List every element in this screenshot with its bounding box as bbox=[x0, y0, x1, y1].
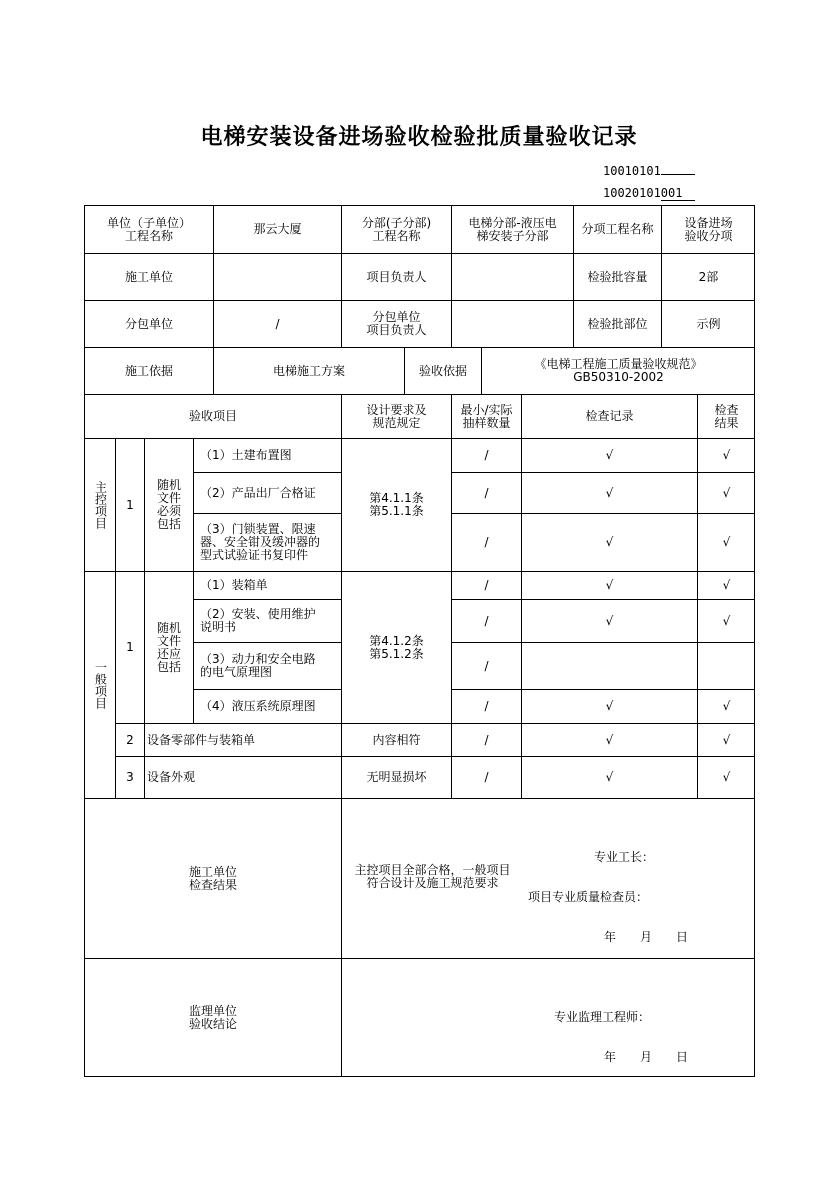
general-row-3-sample: / bbox=[451, 756, 521, 798]
general-no-1: 1 bbox=[115, 571, 144, 723]
contractor-value bbox=[213, 253, 341, 300]
general-row-3-result: √ bbox=[697, 756, 755, 798]
main-control-design: 第4.1.1条 第5.1.1条 bbox=[341, 438, 451, 571]
inspector-signature-label: 项目专业质量检查员： bbox=[528, 890, 649, 904]
general-item-2-name: （2）安装、使用维护 说明书 bbox=[193, 599, 341, 642]
general-item-1-name: （1）装箱单 bbox=[193, 571, 341, 599]
pm-label: 项目负责人 bbox=[341, 253, 451, 300]
contractor-date: 年 月 日 bbox=[604, 930, 689, 944]
general-row-2-name: 设备零部件与装箱单 bbox=[144, 723, 341, 756]
batch-code-1 bbox=[603, 164, 695, 178]
col-item: 验收项目 bbox=[84, 394, 341, 438]
general-item-4-result: √ bbox=[697, 689, 755, 723]
main-item-3-result: √ bbox=[697, 513, 755, 571]
general-row-3-design: 无明显损坏 bbox=[341, 756, 451, 798]
main-item-1-name: （1）土建布置图 bbox=[193, 438, 341, 472]
general-item-1-record: √ bbox=[521, 571, 697, 599]
general-item-3-name: （3）动力和安全电路 的电气原理图 bbox=[193, 642, 341, 689]
general-row-2-result: √ bbox=[697, 723, 755, 756]
general-item-2-result: √ bbox=[697, 599, 755, 642]
contractor-label: 施工单位 bbox=[84, 253, 213, 300]
basis-label: 施工依据 bbox=[84, 347, 213, 394]
batch-code-2-number: 10020101 bbox=[603, 186, 661, 200]
main-item-2-sample: / bbox=[451, 472, 521, 513]
batch-code-1-number: 10010101 bbox=[603, 164, 661, 178]
batch-code-1-suffix bbox=[661, 174, 695, 175]
col-result: 检查 结果 bbox=[697, 394, 755, 438]
location-label: 检验批部位 bbox=[573, 300, 661, 347]
main-control-group-label: 主控项目 bbox=[84, 438, 115, 571]
subitem-value: 设备进场 验收分项 bbox=[661, 205, 755, 253]
subcontractor-label: 分包单位 bbox=[84, 300, 213, 347]
general-row-3-no: 3 bbox=[115, 756, 144, 798]
main-item-3-sample: / bbox=[451, 513, 521, 571]
supervisor-check-label: 监理单位 验收结论 bbox=[84, 958, 341, 1077]
main-item-3-record: √ bbox=[521, 513, 697, 571]
batch-code-2-suffix: 001 bbox=[661, 186, 695, 201]
col-design: 设计要求及 规范规定 bbox=[341, 394, 451, 438]
supervisor-check-area bbox=[341, 958, 755, 1077]
pm-value bbox=[451, 253, 573, 300]
general-item-4-record: √ bbox=[521, 689, 697, 723]
unit-value: 那云大厦 bbox=[213, 205, 341, 253]
location-value: 示例 bbox=[661, 300, 755, 347]
page-title: 电梯安装设备进场验收检验批质量验收记录 bbox=[200, 124, 638, 150]
sub-pm-label: 分包单位 项目负责人 bbox=[341, 300, 451, 347]
division-value: 电梯分部-液压电 梯安装子分部 bbox=[451, 205, 573, 253]
main-control-category: 随机 文件 必须 包括 bbox=[144, 438, 193, 571]
contractor-check-label: 施工单位 检查结果 bbox=[84, 798, 341, 958]
main-item-3-name: （3）门锁装置、限速 器、安全钳及缓冲器的 型式试验证书复印件 bbox=[193, 513, 341, 571]
basis-value: 电梯施工方案 bbox=[213, 347, 404, 394]
supervisor-date: 年 月 日 bbox=[604, 1050, 689, 1064]
general-item-1-result: √ bbox=[697, 571, 755, 599]
main-item-1-record: √ bbox=[521, 438, 697, 472]
main-item-1-sample: / bbox=[451, 438, 521, 472]
general-category: 随机 文件 还应 包括 bbox=[144, 571, 193, 723]
main-item-2-result: √ bbox=[697, 472, 755, 513]
general-row-2-no: 2 bbox=[115, 723, 144, 756]
batch-code-2 bbox=[603, 186, 695, 201]
general-item-4-name: （4）液压系统原理图 bbox=[193, 689, 341, 723]
general-item-1-sample: / bbox=[451, 571, 521, 599]
main-control-no: 1 bbox=[115, 438, 144, 571]
general-item-2-record: √ bbox=[521, 599, 697, 642]
general-group-label: 一般项目 bbox=[84, 571, 115, 798]
col-sample: 最小/实际 抽样数量 bbox=[451, 394, 521, 438]
supervisor-signature-label: 专业监理工程师： bbox=[554, 1010, 651, 1024]
general-item-3-record bbox=[521, 642, 697, 689]
unit-label: 单位（子单位） 工程名称 bbox=[84, 205, 213, 253]
contractor-conclusion: 主控项目全部合格，一般项目 符合设计及施工规范要求 bbox=[354, 863, 511, 890]
general-row-2-sample: / bbox=[451, 723, 521, 756]
main-item-1-result: √ bbox=[697, 438, 755, 472]
table-right-border bbox=[754, 205, 755, 1077]
main-item-2-name: （2）产品出厂合格证 bbox=[193, 472, 341, 513]
subcontractor-value: / bbox=[213, 300, 341, 347]
general-row-3-record: √ bbox=[521, 756, 697, 798]
foreman-signature-label: 专业工长： bbox=[594, 850, 655, 864]
general-item-2-sample: / bbox=[451, 599, 521, 642]
table-bottom-border bbox=[84, 1076, 755, 1077]
general-item-3-sample: / bbox=[451, 642, 521, 689]
capacity-value: 2部 bbox=[661, 253, 755, 300]
general-design-1: 第4.1.2条 第5.1.2条 bbox=[341, 571, 451, 723]
general-row-2-record: √ bbox=[521, 723, 697, 756]
general-row-2-design: 内容相符 bbox=[341, 723, 451, 756]
general-item-3-result bbox=[697, 642, 755, 689]
acceptance-basis-value: 《电梯工程施工质量验收规范》 GB50310-2002 bbox=[481, 347, 755, 394]
capacity-label: 检验批容量 bbox=[573, 253, 661, 300]
main-item-2-record: √ bbox=[521, 472, 697, 513]
col-record: 检查记录 bbox=[521, 394, 697, 438]
division-label: 分部(子分部) 工程名称 bbox=[341, 205, 451, 253]
general-item-4-sample: / bbox=[451, 689, 521, 723]
general-row-3-name: 设备外观 bbox=[144, 756, 341, 798]
subitem-label: 分项工程名称 bbox=[573, 205, 661, 253]
sub-pm-value bbox=[451, 300, 573, 347]
acceptance-basis-label: 验收依据 bbox=[404, 347, 481, 394]
